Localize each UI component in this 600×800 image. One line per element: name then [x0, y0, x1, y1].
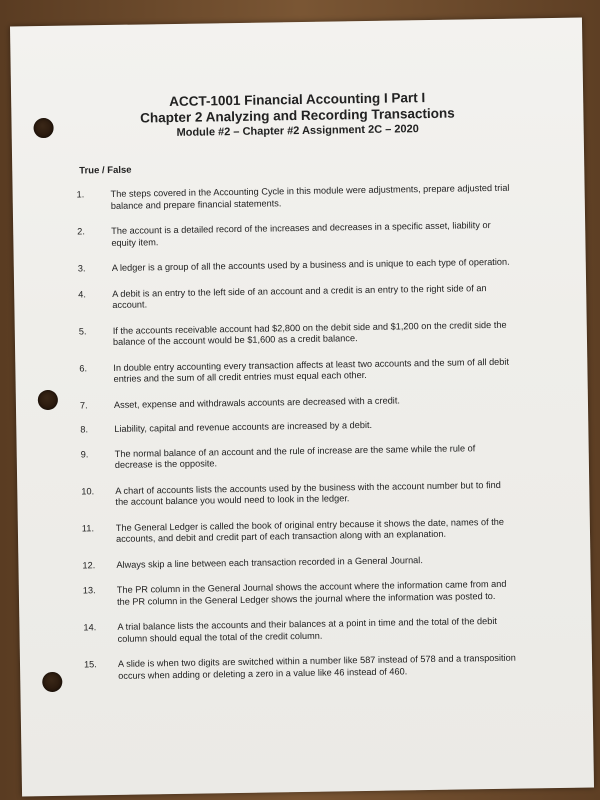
question-text: A debit is an entry to the left side of an account and a credit is an entry to the right side of an account. — [112, 282, 487, 310]
question-text: A ledger is a group of all the accounts used by a business and is unique to each type of operation. — [111, 256, 510, 273]
question-number: 7. — [79, 399, 88, 410]
question-text: Asset, expense and withdrawals accounts are decreased with a credit. — [113, 394, 400, 410]
question-text: A trial balance lists the accounts and their balances at a point in time and the total of the debit column should equal the total of the credit column. — [117, 615, 497, 644]
question-text: Always skip a line between each transaction recorded in a General Journal. — [116, 554, 423, 570]
question-text: The steps covered in the Accounting Cycle in this module were adjustments, prepare adjusted trial balance and prepare financial statements. — [110, 182, 510, 211]
question-number: 5. — [78, 325, 87, 336]
question-number: 6. — [79, 362, 88, 373]
question-number: 15. — [83, 659, 97, 670]
question-text: The General Ledger is called the book of original entry because it shows the date, names of the accounts, and debit and credit part of each transaction along with an explanation. — [115, 516, 505, 544]
worksheet-page — [10, 18, 594, 797]
question-item — [16, 392, 588, 412]
question-item — [19, 614, 591, 646]
question-item — [18, 515, 590, 547]
question-text: A slide is when two digits are switched within a number like 587 instead of 578 and a transposition occurs when adding or deleting a zero in a value like 46 instead of 460. — [117, 652, 516, 681]
question-text: If the accounts receivable account had $2,800 on the debit side and $1,200 on the credit side the balance of the account would be $1,600 as a credit balance. — [112, 319, 507, 347]
page-header — [11, 88, 584, 144]
chapter-title: Chapter 2 Analyzing and Recording Transactions — [140, 105, 455, 126]
question-text: Liability, capital and revenue accounts are increased by a debit. — [114, 419, 373, 434]
question-item — [14, 281, 586, 313]
question-number: 12. — [82, 559, 96, 570]
question-text: In double entry accounting every transaction affects at least two accounts and the sum of all debit entries and the sum of all credit entries must equal each other. — [113, 356, 510, 384]
question-item — [17, 478, 589, 510]
question-item — [15, 355, 587, 387]
question-number: 13. — [82, 585, 96, 596]
question-item — [16, 417, 588, 437]
question-number: 4. — [78, 288, 86, 300]
question-text: The account is a detailed record of the increases and decreases in a specific asset, liability or equity item. — [111, 220, 491, 248]
question-item — [19, 577, 591, 609]
question-number: 9. — [80, 448, 89, 459]
question-number: 8. — [80, 424, 89, 435]
question-list — [13, 178, 593, 684]
question-text: A chart of accounts lists the accounts used by the business with the account number but to find the account balance you would need to look in the ledger. — [115, 479, 501, 507]
question-item — [13, 182, 585, 214]
question-item — [18, 552, 590, 572]
question-item — [14, 256, 586, 276]
question-number: 11. — [81, 522, 95, 533]
question-number: 3. — [77, 263, 86, 274]
course-title: ACCT-1001 Financial Accounting I Part I — [169, 90, 426, 110]
question-text: The PR column in the General Journal shows the account where the information came from and the PR column in the General Ledger shows the journal where the information was posted to. — [116, 578, 507, 607]
section-label: True / False — [79, 164, 132, 177]
question-item — [15, 318, 587, 350]
question-item — [20, 651, 592, 683]
assignment-title: Module #2 – Chapter #2 Assignment 2C – 2020 — [176, 123, 419, 139]
question-number: 1. — [76, 189, 85, 200]
question-number: 14. — [83, 622, 97, 633]
question-text: The normal balance of an account and the rule of increase are the same while the rule of decrease is the opposite. — [114, 442, 476, 470]
question-number: 2. — [77, 226, 85, 237]
question-number: 10. — [81, 485, 95, 496]
question-item — [13, 219, 585, 251]
question-item — [17, 441, 589, 473]
